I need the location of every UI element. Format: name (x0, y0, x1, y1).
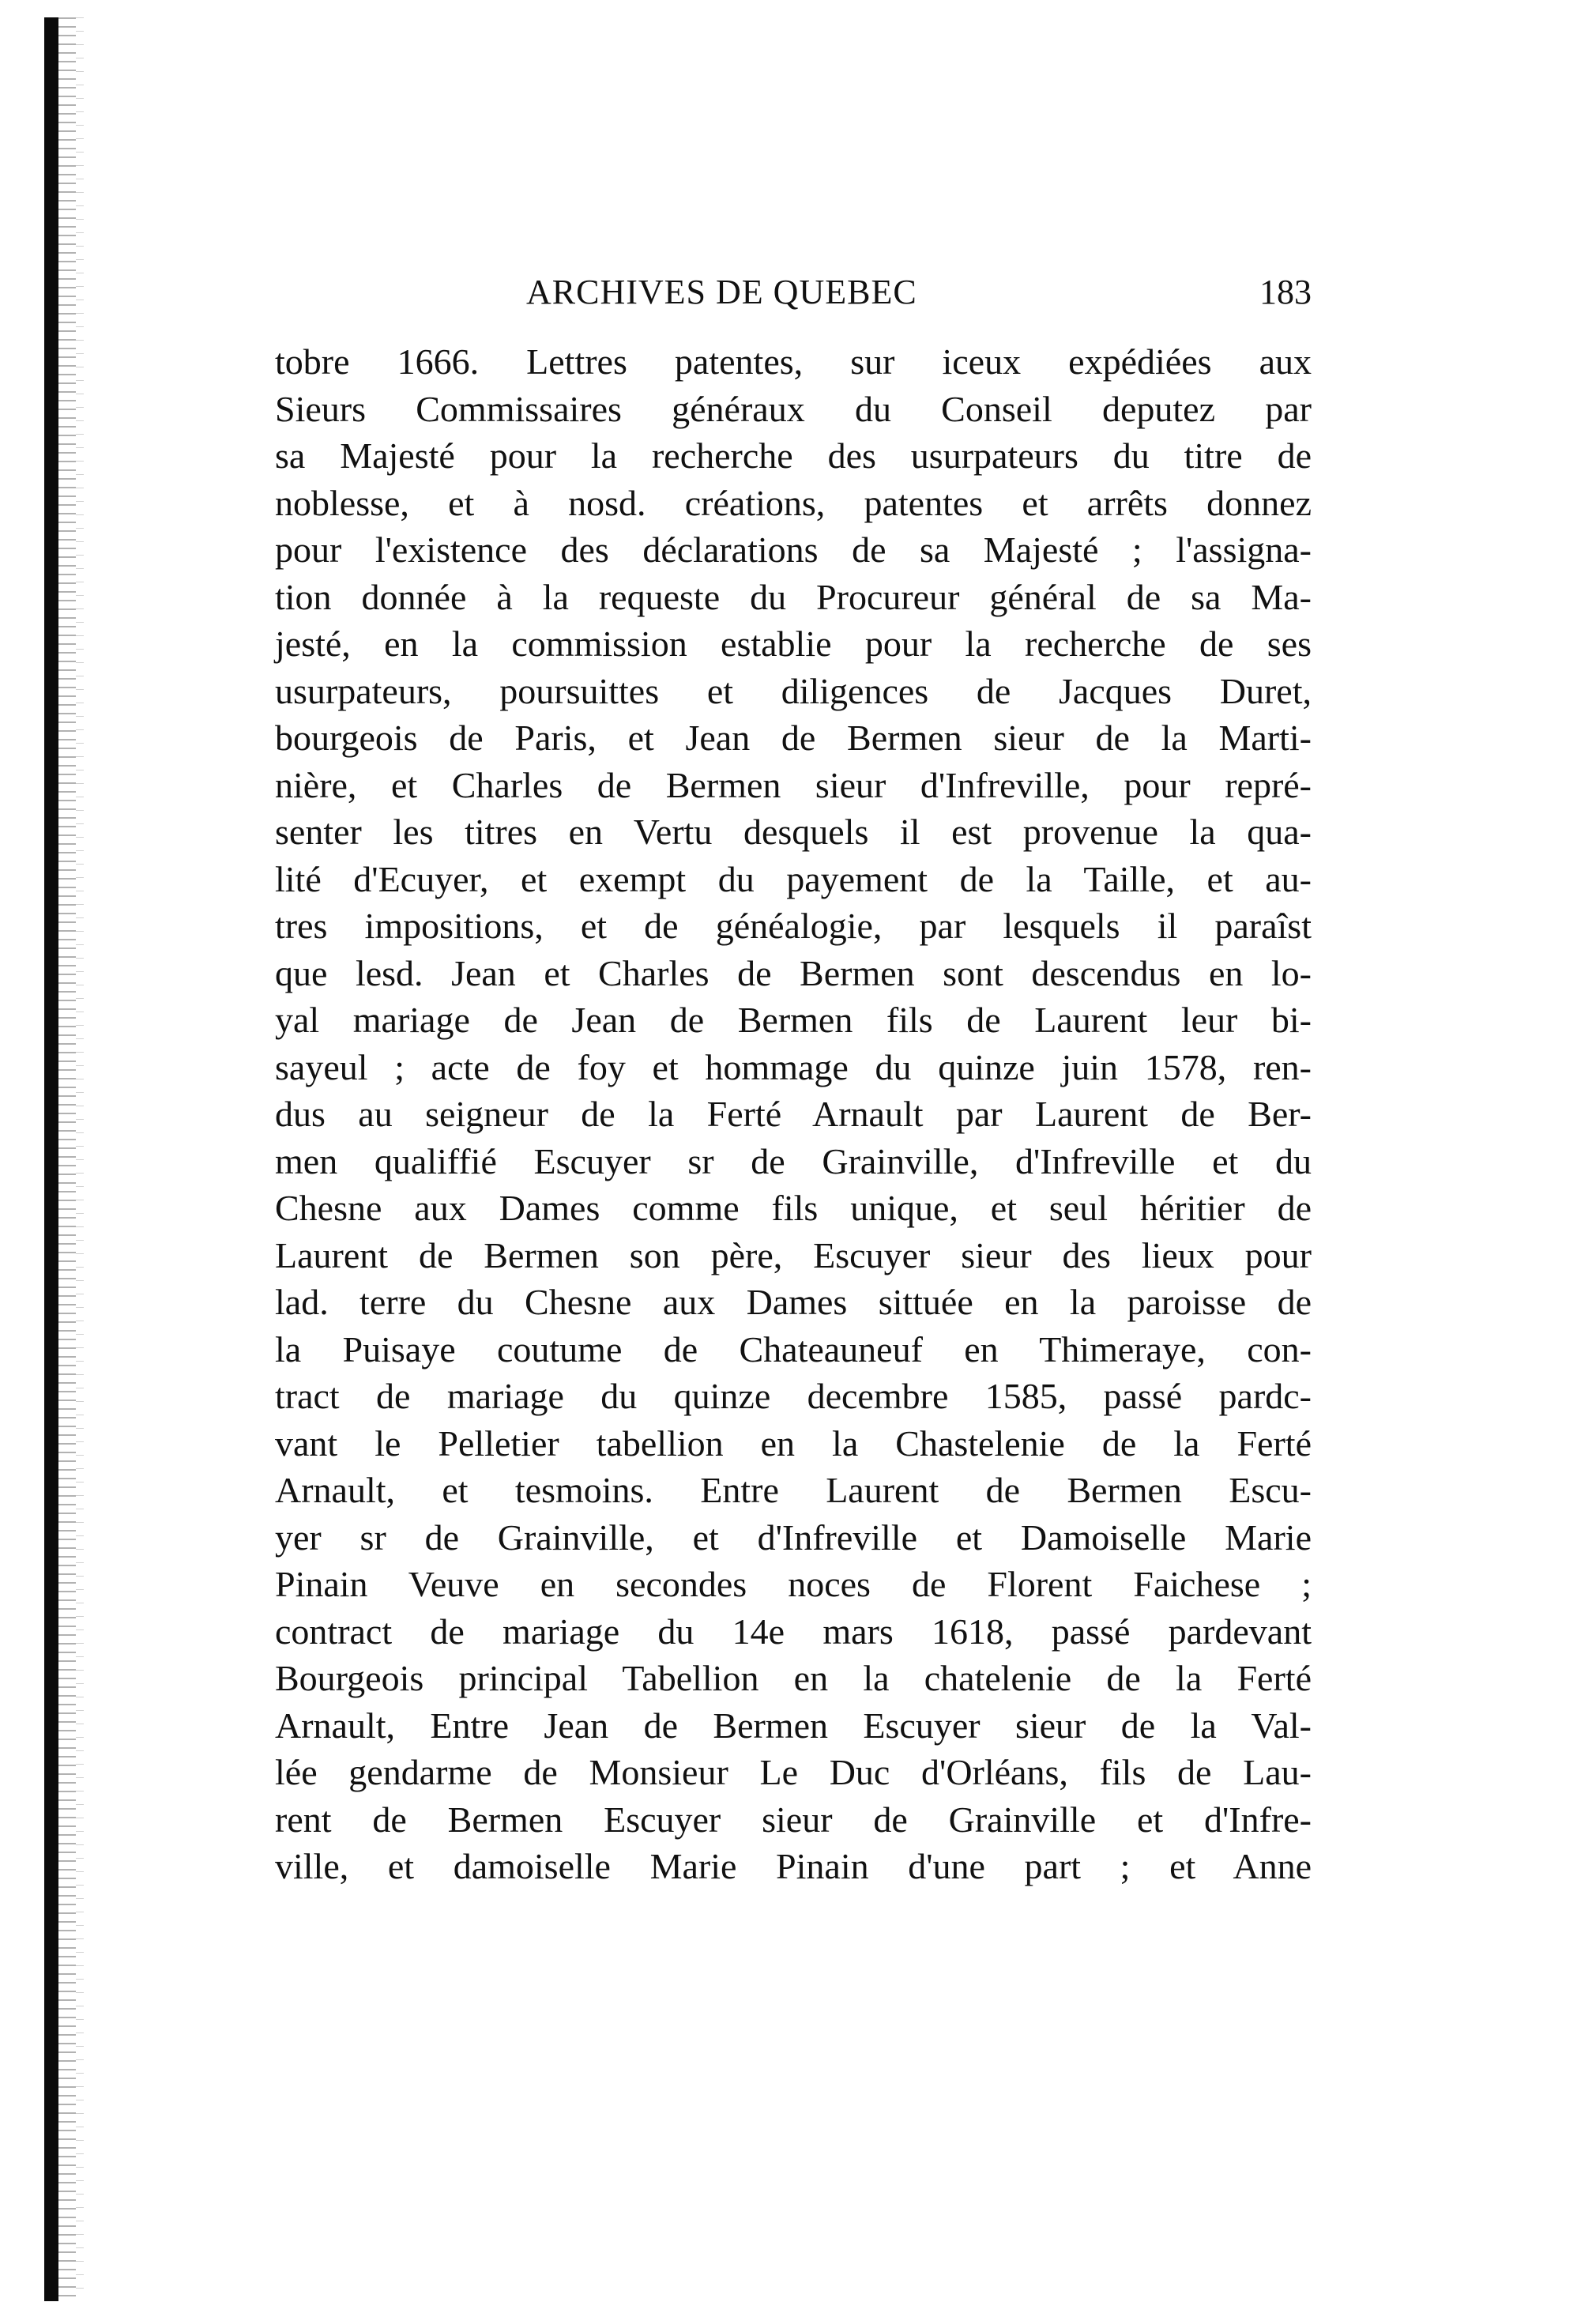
binding-shadow (58, 17, 76, 2301)
text-line: jesté, en la commission establie pour la recherche de ses (275, 624, 1312, 664)
text-line: tres impositions, et de généalogie, par lesquels il paraîst (275, 906, 1312, 946)
text-line: dus au seigneur de la Ferté Arnault par Laurent de Ber- (275, 1094, 1312, 1134)
running-head (275, 269, 1312, 316)
page-number: 183 (1259, 273, 1312, 311)
text-line: noblesse, et à nosd. créations, patentes et arrêts donnez (275, 482, 1312, 523)
body-text (275, 338, 1312, 1890)
running-title: ARCHIVES DE QUEBEC (526, 273, 917, 311)
text-line: senter les titres en Vertu desquels il est provenue la qua- (275, 812, 1312, 852)
text-line: rent de Bermen Escuyer sieur de Grainville et d'Infre- (275, 1799, 1312, 1840)
text-line: Arnault, Entre Jean de Bermen Escuyer sieur de la Val- (275, 1705, 1312, 1746)
text-line: que lesd. Jean et Charles de Bermen sont descendus en lo- (275, 952, 1312, 993)
text-line: yer sr de Grainville, et d'Infreville et Damoiselle Marie (275, 1516, 1312, 1558)
text-line: tion donnée à la requeste du Procureur général de sa Ma- (275, 576, 1312, 617)
text-line: lée gendarme de Monsieur Le Duc d'Orléans, fils de Lau- (275, 1752, 1312, 1792)
text-line: sayeul ; acte de foy et hommage du quinze juin 1578, ren- (275, 1046, 1312, 1087)
text-line: tobre 1666. Lettres patentes, sur iceux expédiées aux (275, 341, 1312, 382)
text-line: pour l'existence des déclarations de sa Majesté ; l'assigna- (275, 529, 1312, 570)
text-line: Laurent de Bermen son père, Escuyer sieur des lieux pour (275, 1234, 1312, 1275)
text-line: tract de mariage du quinze decembre 1585, passé pardc- (275, 1376, 1312, 1416)
text-line: bourgeois de Paris, et Jean de Bermen sieur de la Marti- (275, 718, 1312, 758)
text-line: lité d'Ecuyer, et exempt du payement de la Taille, et au- (275, 858, 1312, 899)
text-line: Chesne aux Dames comme fils unique, et seul héritier de (275, 1188, 1312, 1228)
text-line: contract de mariage du 14e mars 1618, passé pardevant (275, 1611, 1312, 1652)
text-line: nière, et Charles de Bermen sieur d'Infreville, pour repré- (275, 764, 1312, 805)
text-line: la Puisaye coutume de Chateauneuf en Thimeraye, con- (275, 1328, 1312, 1369)
binding-shadow-fine (76, 17, 84, 2301)
text-line: Bourgeois principal Tabellion en la chatelenie de la Ferté (275, 1658, 1312, 1698)
text-line: ville, et damoiselle Marie Pinain d'une part ; et Anne (275, 1846, 1312, 1886)
text-line: Arnault, et tesmoins. Entre Laurent de Bermen Escu- (275, 1470, 1312, 1510)
binding-edge (44, 17, 58, 2301)
text-line: yal mariage de Jean de Bermen fils de Laurent leur bi- (275, 1000, 1312, 1040)
text-line: vant le Pelletier tabellion en la Chastelenie de la Ferté (275, 1422, 1312, 1464)
text-line: usurpateurs, poursuittes et diligences de Jacques Duret, (275, 670, 1312, 711)
text-line: Sieurs Commissaires généraux du Conseil deputez par (275, 388, 1312, 429)
text-line: Pinain Veuve en secondes noces de Florent Faichese ; (275, 1564, 1312, 1604)
text-line: lad. terre du Chesne aux Dames sittuée en la paroisse de (275, 1282, 1312, 1322)
text-line: sa Majesté pour la recherche des usurpateurs du titre de (275, 435, 1312, 476)
text-line: men qualiffié Escuyer sr de Grainville, d'Infreville et du (275, 1140, 1312, 1181)
